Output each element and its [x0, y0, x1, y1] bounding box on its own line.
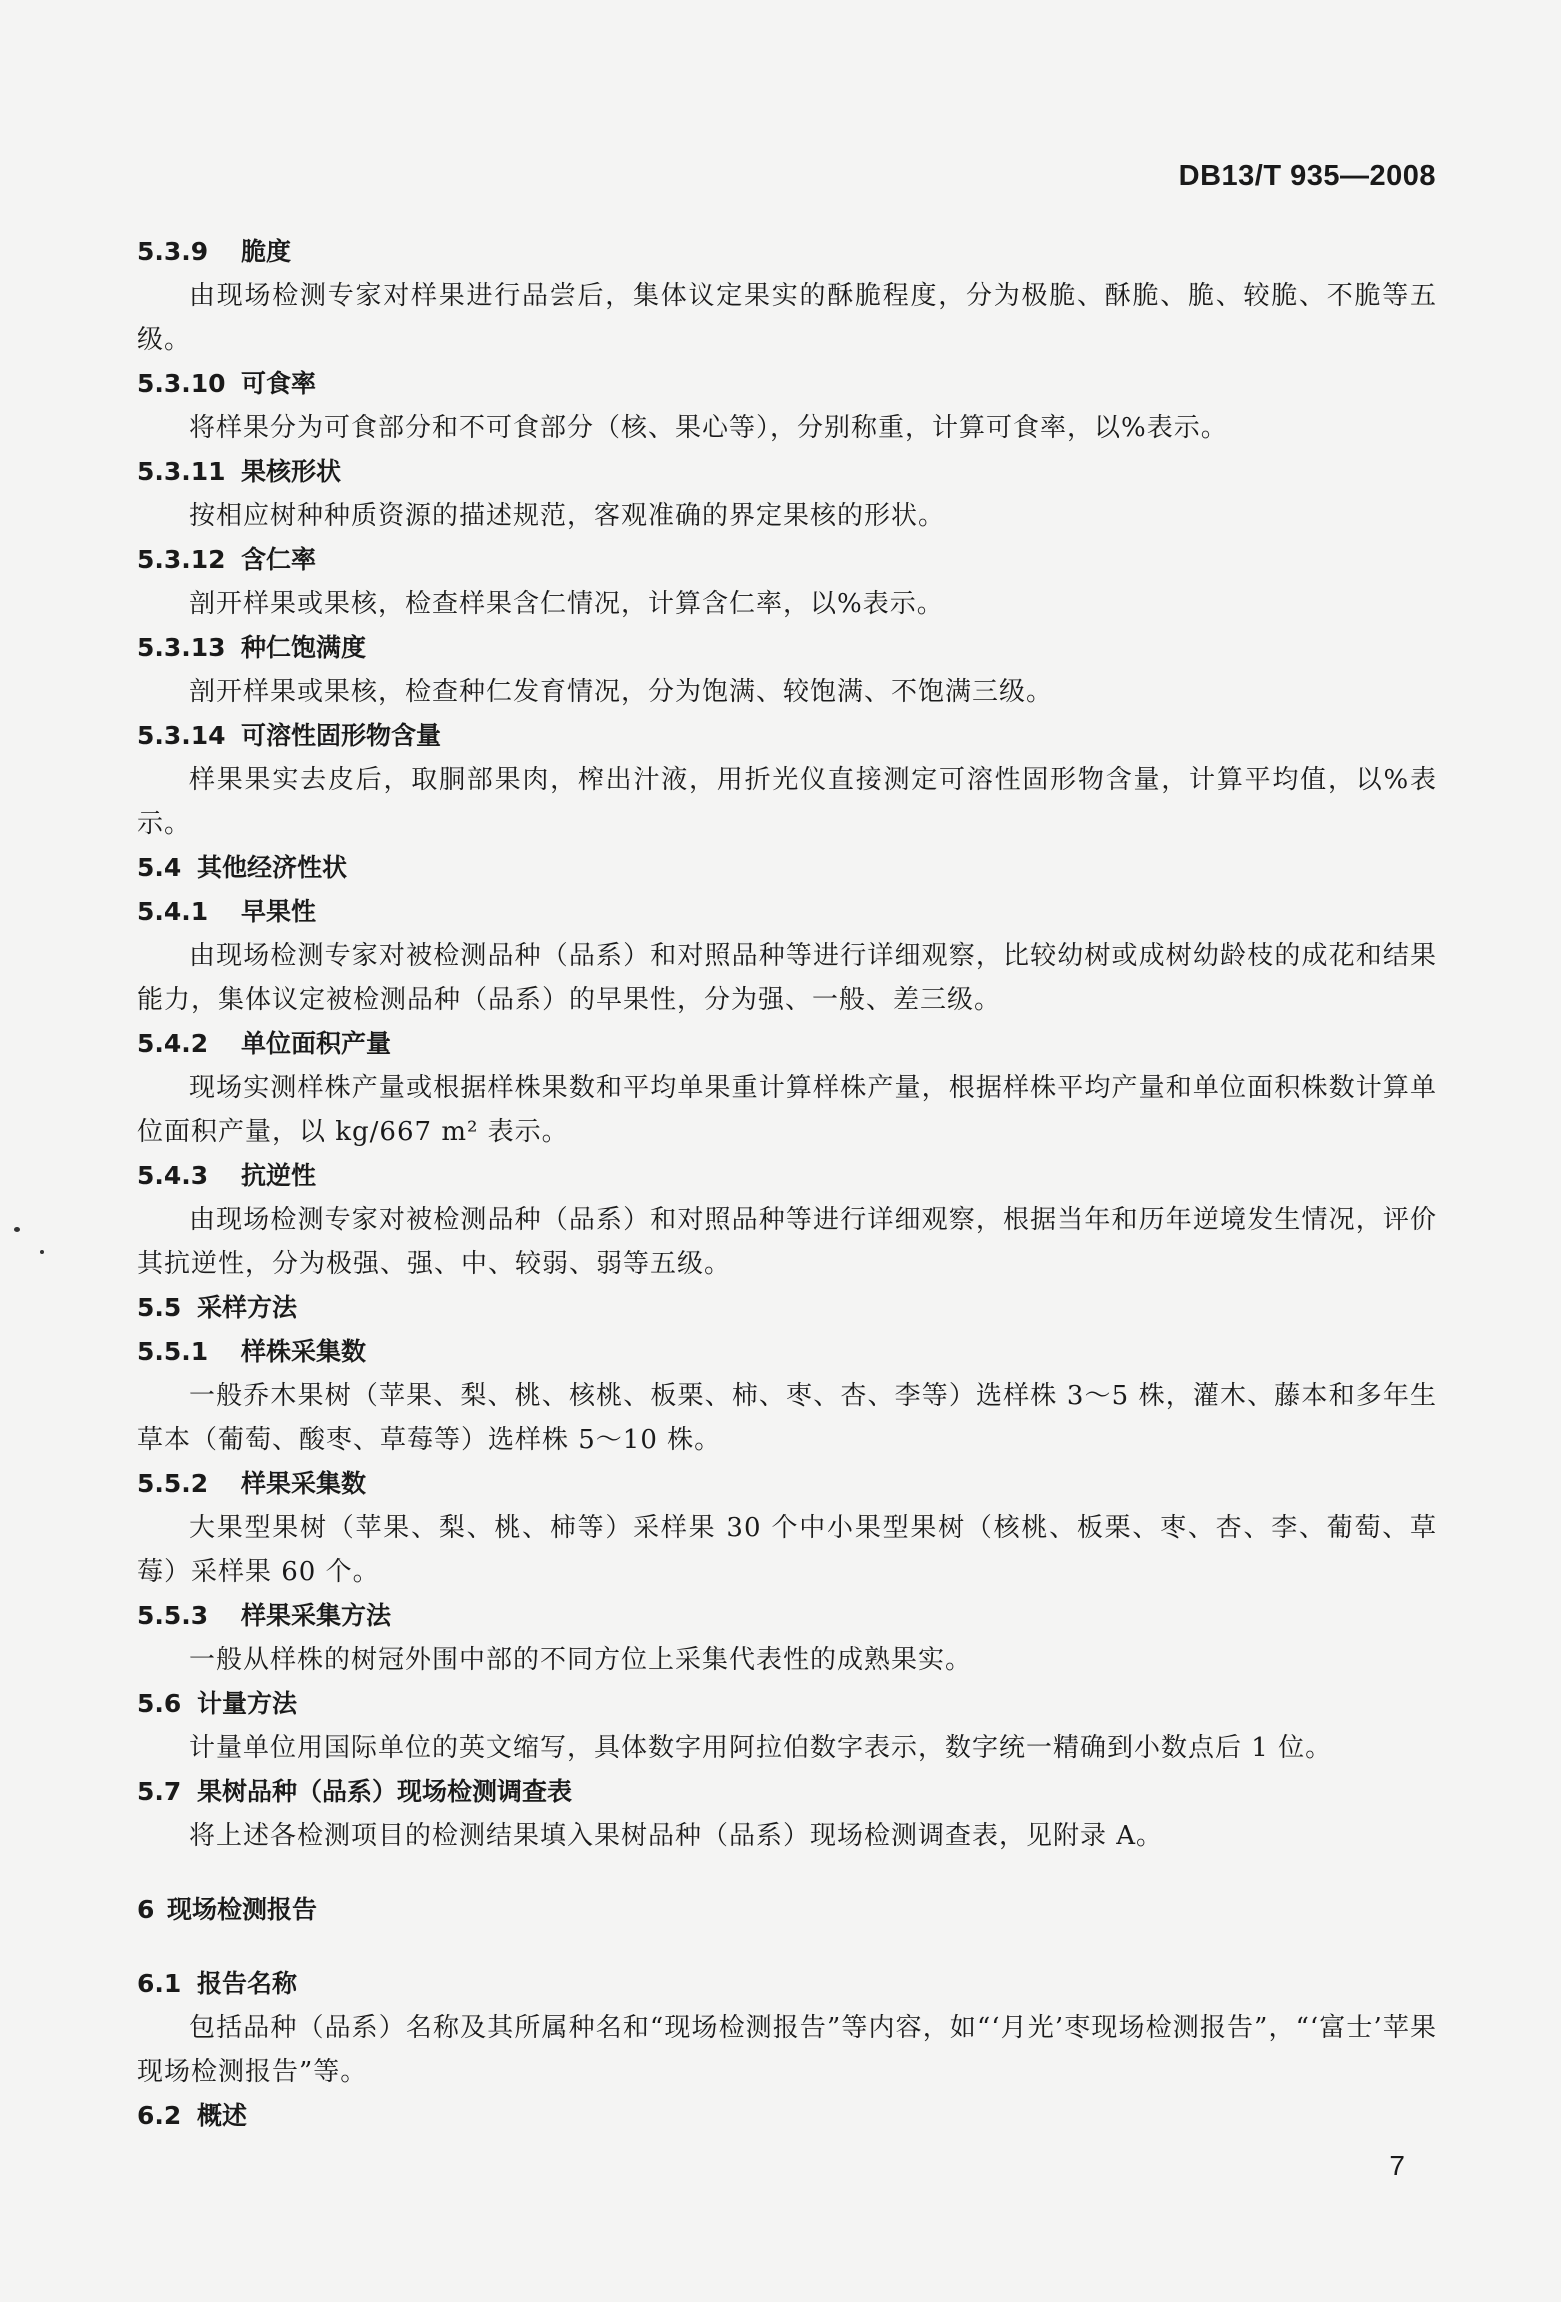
- scan-speck: [40, 1250, 44, 1254]
- section-number: 5.3.9: [137, 237, 209, 266]
- paragraph: 将上述各检测项目的检测结果填入果树品种（品系）现场检测调查表，见附录 A。: [189, 1821, 1164, 1851]
- section-heading: [137, 1962, 1437, 2006]
- section-heading: [137, 1330, 1437, 1374]
- section-heading: [137, 450, 1437, 494]
- section-number: 6.1: [137, 1969, 182, 1998]
- section-heading: [137, 1286, 1437, 1330]
- section-title: 现场检测报告: [167, 1895, 318, 1924]
- section-heading: [137, 230, 1437, 274]
- paragraph: 剖开样果或果核，检查种仁发育情况，分为饱满、较饱满、不饱满三级。: [189, 677, 1054, 707]
- scan-speck: [14, 1227, 20, 1232]
- document-body: [137, 230, 1437, 2138]
- section-title: 单位面积产量: [241, 1029, 392, 1058]
- paragraph: 计量单位用国际单位的英文缩写，具体数字用阿拉伯数字表示，数字统一精确到小数点后 1 位。: [189, 1733, 1333, 1763]
- section-number: 5.7: [137, 1777, 182, 1806]
- paragraph: 剖开样果或果核，检查样果含仁情况，计算含仁率，以%表示。: [189, 589, 944, 619]
- section-title: 计量方法: [197, 1689, 298, 1718]
- section-title: 种仁饱满度: [241, 633, 367, 662]
- section-title: 果核形状: [241, 457, 342, 486]
- paragraph: 按相应树种种质资源的描述规范，客观准确的界定果核的形状。: [189, 501, 946, 531]
- section-heading: [137, 538, 1437, 582]
- section-number: 6: [137, 1895, 155, 1924]
- section-title: 样果采集方法: [241, 1601, 392, 1630]
- paragraph: 大果型果树（苹果、梨、桃、柿等）采样果 30 个中小果型果树（核桃、板栗、枣、杏、李、葡萄、草莓）采样果 60 个。: [137, 1513, 1437, 1587]
- section-heading: [137, 1154, 1437, 1198]
- section-heading: [137, 1594, 1437, 1638]
- section-heading: [137, 846, 1437, 890]
- section-gap: [137, 1858, 1437, 1888]
- section-heading: [137, 890, 1437, 934]
- section-number: 5.4: [137, 853, 182, 882]
- section-title: 抗逆性: [241, 1161, 317, 1190]
- section-title: 果树品种（品系）现场检测调查表: [197, 1777, 573, 1806]
- section-title: 可溶性固形物含量: [241, 721, 442, 750]
- section-gap: [137, 1932, 1437, 1962]
- paragraph: 一般从样株的树冠外围中部的不同方位上采集代表性的成熟果实。: [189, 1645, 973, 1675]
- section-number: 5.5.2: [137, 1469, 209, 1498]
- paragraph: 由现场检测专家对被检测品种（品系）和对照品种等进行详细观察，根据当年和历年逆境发生情况，评价其抗逆性，分为极强、强、中、较弱、弱等五级。: [137, 1205, 1437, 1279]
- section-heading: [137, 1022, 1437, 1066]
- standard-code: DB13/T 935—2008: [1178, 160, 1436, 192]
- section-number: 5.5: [137, 1293, 182, 1322]
- section-heading: [137, 2094, 1437, 2138]
- paragraph: 一般乔木果树（苹果、梨、桃、核桃、板栗、柿、枣、杏、李等）选样株 3～5 株，灌木、藤本和多年生草本（葡萄、酸枣、草莓等）选样株 5～10 株。: [137, 1381, 1437, 1455]
- section-number: 5.4.1: [137, 897, 209, 926]
- section-number: 5.3.12: [137, 545, 226, 574]
- section-number: 5.3.14: [137, 721, 226, 750]
- paragraph: 由现场检测专家对被检测品种（品系）和对照品种等进行详细观察，比较幼树或成树幼龄枝的成花和结果能力，集体议定被检测品种（品系）的早果性，分为强、一般、差三级。: [137, 941, 1437, 1015]
- section-number: 5.3.13: [137, 633, 226, 662]
- section-number: 5.4.2: [137, 1029, 209, 1058]
- section-number: 5.6: [137, 1689, 182, 1718]
- section-number: 5.3.11: [137, 457, 226, 486]
- section-heading: [137, 626, 1437, 670]
- paragraph: 样果果实去皮后，取胴部果肉，榨出汁液，用折光仪直接测定可溶性固形物含量，计算平均值，以%表示。: [137, 765, 1437, 839]
- section-heading: [137, 1770, 1437, 1814]
- section-number: 6.2: [137, 2101, 182, 2130]
- paragraph: 现场实测样株产量或根据样株果数和平均单果重计算样株产量，根据样株平均产量和单位面积株数计算单位面积产量，以 kg/667 m² 表示。: [137, 1073, 1437, 1147]
- section-heading: [137, 1888, 1437, 1932]
- section-number: 5.5.3: [137, 1601, 209, 1630]
- section-title: 早果性: [241, 897, 317, 926]
- section-number: 5.4.3: [137, 1161, 209, 1190]
- paragraph: 由现场检测专家对样果进行品尝后，集体议定果实的酥脆程度，分为极脆、酥脆、脆、较脆、不脆等五级。: [137, 281, 1437, 355]
- page-number: 7: [1389, 2150, 1405, 2181]
- section-title: 样果采集数: [241, 1469, 367, 1498]
- section-title: 含仁率: [241, 545, 317, 574]
- section-title: 概述: [197, 2101, 248, 2130]
- section-title: 报告名称: [197, 1969, 298, 1998]
- section-title: 采样方法: [197, 1293, 298, 1322]
- paragraph: 将样果分为可食部分和不可食部分（核、果心等），分别称重，计算可食率，以%表示。: [189, 413, 1228, 443]
- section-number: 5.5.1: [137, 1337, 209, 1366]
- section-heading: [137, 362, 1437, 406]
- section-title: 可食率: [241, 369, 317, 398]
- section-title: 其他经济性状: [197, 853, 348, 882]
- section-title: 样株采集数: [241, 1337, 367, 1366]
- section-heading: [137, 714, 1437, 758]
- section-heading: [137, 1462, 1437, 1506]
- section-heading: [137, 1682, 1437, 1726]
- section-title: 脆度: [241, 237, 292, 266]
- section-number: 5.3.10: [137, 369, 226, 398]
- paragraph: 包括品种（品系）名称及其所属种名和“现场检测报告”等内容，如“‘月光’枣现场检测报告”，“‘富士’苹果现场检测报告”等。: [137, 2013, 1437, 2087]
